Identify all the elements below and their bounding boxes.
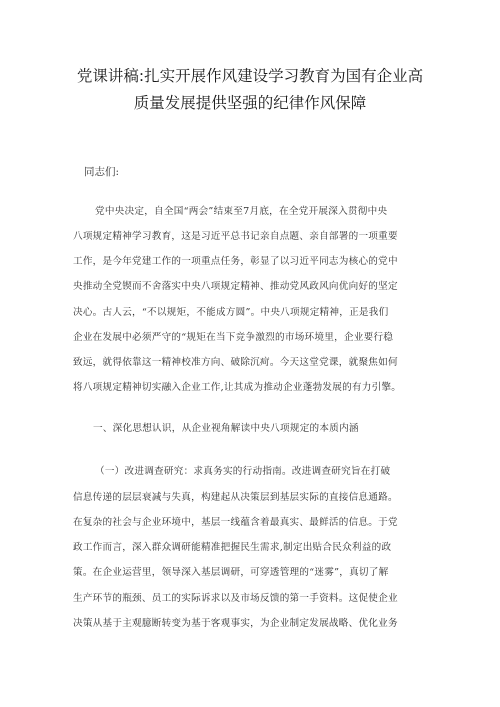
para1-line-2: 八项规定精神学习教育，这是习近平总书记亲自点题、亲自部署的一项重要 <box>73 231 398 242</box>
document-title-line-1: 党课讲稿:扎实开展作风建设学习教育为国有企业高 <box>76 67 424 85</box>
para2-line-7: 决策从基于主观臆断转变为基于客观事实，为企业制定发展战略、优化业务 <box>73 618 398 629</box>
para2-line-4: 政工作而言，深入群众调研能精准把握民生需求,制定出贴合民众利益的政 <box>73 542 392 553</box>
para2-line-2: 信息传递的层层衰减与失真，构建起从决策层到基层实际的直接信息通路。 <box>73 492 398 503</box>
section-heading-1: 一、深化思想认识，从企业视角解读中央八项规定的本质内涵 <box>93 423 359 434</box>
para2-line-6: 生产环节的瓶颈、员工的实际诉求以及市场反馈的第一手资料。这促使企业 <box>73 593 398 604</box>
para1-line-7: 致远，就得依靠这一精神校准方向、破除沉疴。今天这堂党课，就聚焦如何 <box>73 357 398 368</box>
para1-line-6: 企业在发展中必须严守的“规矩在当下竞争激烈的市场环境里，企业要行稳 <box>73 332 394 343</box>
para1-line-1: 党中央决定，自全国“两会”结束至7月底，在全党开展深入贯彻中央 <box>95 206 388 217</box>
salutation: 同志们: <box>84 166 120 178</box>
para2-line-1: （一）改进调查研究：求真务实的行动指南。改进调查研究旨在打破 <box>95 466 391 477</box>
document-title-line-2: 质量发展提供坚强的纪律作风保障 <box>133 94 367 112</box>
para1-line-8: 将八项规定精神切实融入企业工作,让其成为推动企业蓬勃发展的有力引擎。 <box>73 382 402 393</box>
para2-line-3: 在复杂的社会与企业环境中，基层一线蕴含着最真实、最鲜活的信息。于党 <box>73 517 398 528</box>
para1-line-3: 工作，是今年党建工作的一项重点任务，彰显了以习近平同志为核心的党中 <box>73 256 398 267</box>
para2-line-5: 策。在企业运营里，领导深入基层调研，可穿透管理的“迷雾”，真切了解 <box>73 567 389 578</box>
para1-line-5: 决心。古人云，“不以规矩，不能成方圆”。中央八项规定精神，正是我们 <box>73 307 389 318</box>
para1-line-4: 央推动全党锲而不舍落实中央八项规定精神、推动党风政风向优向好的坚定 <box>73 281 398 292</box>
